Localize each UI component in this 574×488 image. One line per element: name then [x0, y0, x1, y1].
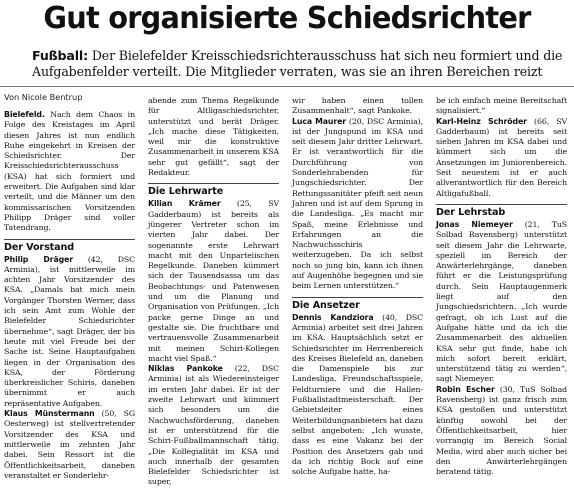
teaser-text: Der Bielefelder Kreisschiedsrichterausschuss hat sich neu formiert und die Aufgabenfelder verteilt. Die Mitglieder verraten, was sie an ihren Bereichen reizt	[32, 48, 563, 79]
profile-text: (21, TuS Solbad Ravensberg) unterstützt seit diesem Jahr die Lehrwarte, speziell im Bereich der Anwärterlehrgänge, daneben führt er die Leistungsprüfung durch. Sein Hauptaugenmerk liegt auf den Jungschiedsrichtern. „Ich wurde gefragt, ob ich Lust auf die Aufgabe hätte und da ich die Zusammenarbeit des aktuellen KSA sehr gut finde, habe ich mich sofort bereit erklärt, unterstützend tätig zu werden“, sagt Niemeyer.	[436, 219, 568, 384]
profile-text: (40, DSC Arminia) arbeitet seit drei Jahren im KSA. Hauptsächlich setzt er Schiedsrichter im Herrenbereich des Kreises Bielefeld an, daneben die Damenspiele bis zur Landesliga, Freundschaftsspiele, Feldturniere und die Hallen-Fußballstadtmeisterschaft. Der Gebietsleiter eines Weiterbildungsanbieters hat dazu selbst angeboten: „Ich wusste, dass es eine Vakanz bei der Position des Ansetzers gab und da ich richtig Bock auf eine solche Aufgabe hatte, ha-	[292, 312, 423, 477]
section-heading-lehrwarte: Die Lehrwarte	[148, 183, 279, 198]
profile-name: Jonas Niemeyer	[436, 219, 513, 229]
profile-paragraph	[4, 255, 135, 409]
teaser	[32, 48, 568, 80]
profile-name: Kilian Krämer	[148, 199, 221, 209]
section-heading-ansetzer: Die Ansetzer	[292, 297, 423, 312]
divider	[0, 86, 574, 87]
body-paragraph: be ich einfach meine Bereitschaft signalisiert.“	[436, 96, 567, 116]
profile-text: (50, SG Oesterweg) ist stellvertretender Vorsitzender des KSA und mittlerweile im zehnten Jahr dabei. Sein Ressort ist die Öffentlichkeitsarbeit, daneben veranstaltet er Sonderlehr-	[4, 409, 136, 480]
profile-text: (20, DSC Arminia), ist der Jungspund im KSA und seit diesem Jahr dritter Lehrwart. Er ist verantwortlich für die Durchführung von Sonderlehrabenden für Jungschiedsrichter. Der Rettungssanitäter pfeift seit neun Jahren und ist auf dem Sprung in die Landesliga. „Es macht mir Spaß, meine Erlebnisse und Erfahrungen an die Nachwuchsschiris weiterzugeben. Da ich selbst noch so jung bin, kann ich ihnen auf Augenhöhe begegnen und sie beim Lernen unterstützen.“	[292, 116, 423, 291]
profile-name: Dennis Kandziora	[292, 312, 374, 322]
profile-name: Karl-Heinz Schröder	[436, 116, 527, 126]
profile-paragraph	[148, 199, 279, 364]
intro-paragraph	[4, 110, 135, 234]
profile-name: Robin Escher	[436, 384, 495, 394]
profile-text: (30, TuS Solbad Ravensberg) ist ganz frisch zum KSA gestoßen und unterstützt künftig sowohl bei der Öffentlichkeitsarbeit, hier vorrangig im Bereich Social Media, wird aber auch sicher bei den Anwärterlehrgängen beratend tätig.	[436, 384, 568, 477]
column-2	[148, 96, 280, 487]
column-3	[292, 96, 423, 477]
profile-text: (42, DSC Arminia), ist mittlerweile im achten Jahr Vorsitzender des KSA. „Damals bat mich mein Vorgänger Thorsten Werner, dass ich sein Amt zum Wohle der Bielefelder Schiedsrichter übernehme“, sagt Dräger, der bis heute mit viel Freude bei der Sache ist. Seine Hauptaufgaben liegen in der Organisation des KSA, der Förderung überkreislicher Schiris, daneben übernimmt er auch repräsentative Aufgaben.	[4, 254, 135, 408]
profile-paragraph	[4, 409, 135, 481]
profile-text: (25, SV Gadderbaum) ist bereits als jüngerer Vertreter schon im vierten Jahr dabei. Der sogenannte erste Lehrwart macht mit den Unparteiischen Regelkunde. Daneben kümmert sich der Tausendsassa um das Beobachtungs- und Patenwesen und um die Planung und Organisation von Prüfungen. „Ich packe gerne Dinge an und gestalte sie. Die fruchtbare und vertrauensvolle Zusammenarbeit mit meinen Schiri-Kollegen macht viel Spaß.“	[148, 199, 279, 363]
byline: Von Nicole Bentrup	[4, 92, 83, 102]
profile-paragraph	[436, 117, 567, 199]
column-4	[436, 96, 568, 477]
profile-text: (66, SV Gadderbaum) ist bereits seit sieben Jahren im KSA dabei und kümmert sich um die Ansetzungen im Juniorenbereich. Seit neuestem ist er auch allverantwortlich für den Bereich Altligafußball.	[436, 116, 567, 198]
profile-paragraph	[436, 385, 567, 478]
column-1	[4, 110, 136, 480]
dateline: Bielefeld.	[4, 110, 45, 119]
profile-name: Philip Dräger	[4, 254, 74, 264]
profile-paragraph	[292, 117, 423, 292]
profile-text: (22, DSC Arminia) ist als Wiedereinsteiger im ersten Jahr dabei. Er ist der zweite Lehrwart und kümmert sich besonders um die Nachwuchsförderung, daneben ist er unterstützend für die Schiri-Fußballmannschaft tätig. „Die Kollegialität im KSA und auch innerhalb der gesamten Bielefelder Schiedsrichter ist super,	[148, 364, 280, 487]
body-paragraph: wir haben einen tollen Zusammenhalt“, sagt Pankoke.	[292, 96, 423, 116]
profile-paragraph	[292, 313, 423, 478]
profile-name: Klaus Münstermann	[4, 409, 95, 419]
teaser-kicker: Fußball:	[32, 48, 88, 63]
profile-name: Luca Maurer	[292, 116, 347, 126]
headline: Gut organisierte Schiedsrichter	[43, 1, 531, 36]
profile-paragraph	[148, 364, 279, 488]
section-heading-lehrstab: Der Lehrstab	[436, 204, 567, 219]
profile-paragraph	[436, 220, 567, 385]
body-paragraph: abende zum Thema Regelkunde für Altligaschiedsrichter, unterstützt und berät Dräger. „Ich mache diese Tätigkeiten, weil mir die konstruktive Zusammenarbeit in unserem KSA sehr gut gefällt“, sagt der Redakteur.	[148, 96, 279, 178]
profile-name: Niklas Pankoke	[148, 364, 223, 374]
intro-text: Nach dem Chaos in Folge des Kreistages im April diesen Jahres ist nun endlich Ruhe eingekehrt in Kreisen der Schiedsrichter. Der Kreisschiedsrichterausschuss (KSA) hat sich formiert und erweitert. Die Aufgaben sind klar verteilt, und die Männer um den kommissarischen Vorsitzenden Philipp Dräger sind voller Tatendrang.	[4, 110, 135, 233]
section-heading-vorstand: Der Vorstand	[4, 239, 135, 254]
